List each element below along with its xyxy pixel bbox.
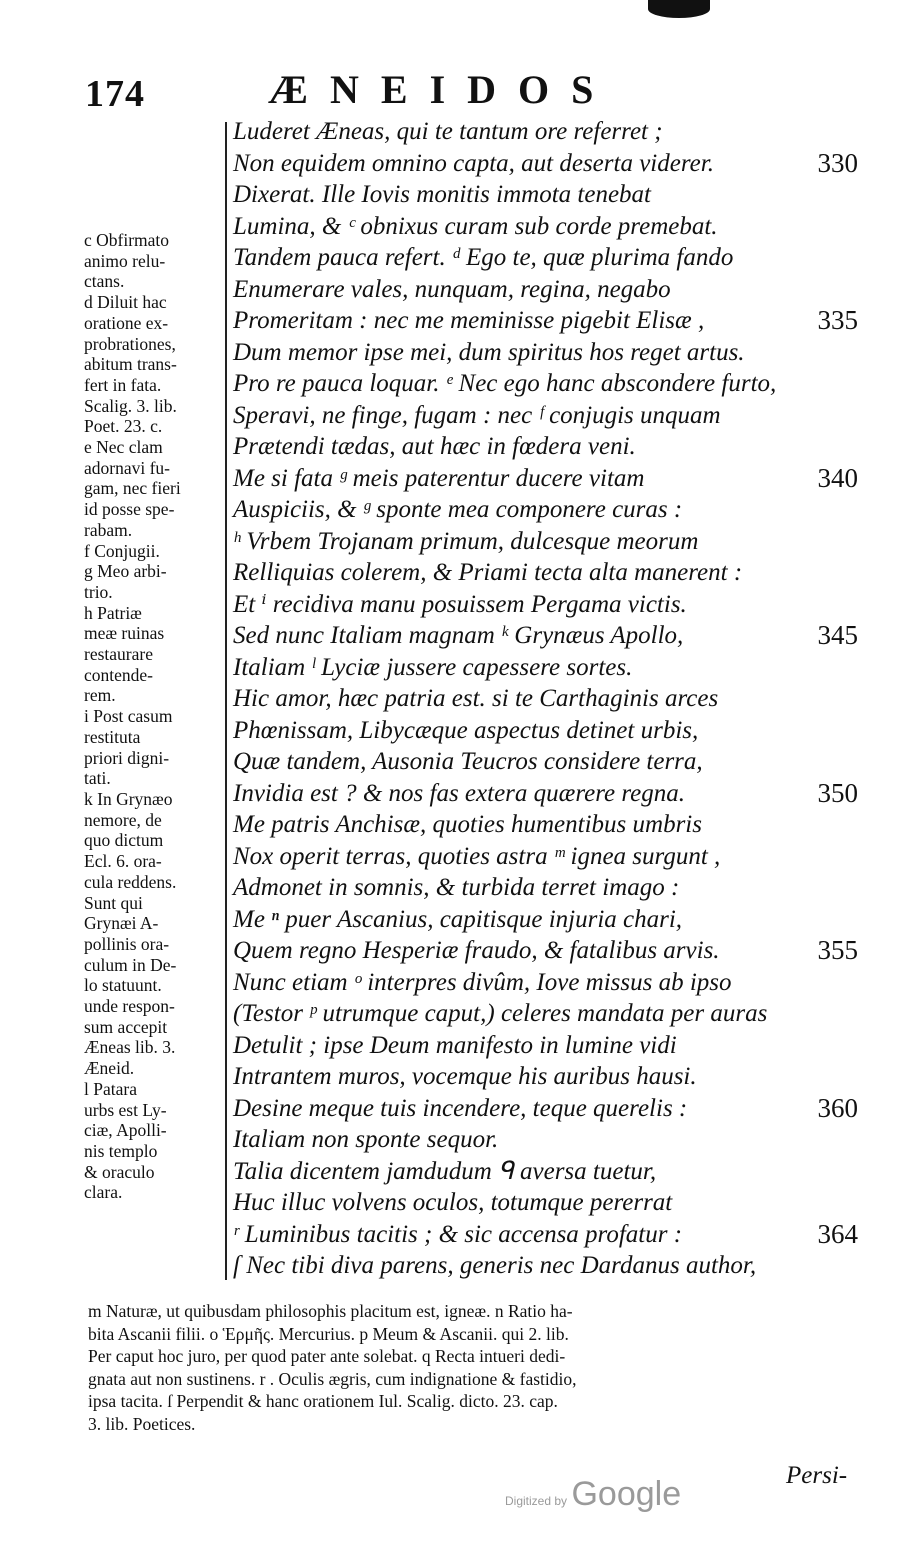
- margin-note-line: gam, nec fieri: [84, 478, 181, 499]
- margin-note-line: probrationes,: [84, 333, 176, 354]
- verse-line: [233, 998, 858, 1030]
- margin-note-line: k In Grynæo: [84, 788, 173, 809]
- verse-line: [233, 400, 858, 432]
- verse-text: Huc illuc volvens oculos, totumque pererrat: [233, 1189, 673, 1216]
- verse-line: [233, 463, 858, 495]
- verse-text: Desine meque tuis incendere, teque querelis :: [233, 1094, 688, 1122]
- margin-note-line: tati.: [84, 768, 111, 789]
- verse-line: [233, 715, 858, 747]
- verse-text: Hic amor, hæc patria est. si te Carthaginis arces: [233, 685, 719, 712]
- verse-text: Phœnissam, Libycæque aspectus detinet urbis,: [233, 716, 699, 744]
- margin-note-line: l Patara: [84, 1078, 137, 1099]
- verse-line: [233, 1156, 858, 1188]
- verse-text: Me patris Anchisæ, quoties humentibus umbris: [233, 811, 702, 838]
- margin-note-line: oratione ex-: [84, 312, 169, 333]
- verse-line: [233, 526, 858, 558]
- digitized-watermark: [505, 1475, 681, 1514]
- running-title: ÆNEIDOS: [268, 67, 616, 112]
- verse-text: Italiam non sponte sequor.: [233, 1126, 499, 1153]
- verse-line: [233, 1187, 858, 1219]
- verse-line: [233, 652, 858, 684]
- margin-note-line: id posse spe-: [84, 499, 175, 520]
- verse-text: Prætendi tædas, aut hæc in fœdera veni.: [233, 433, 636, 460]
- catchword: Persi-: [786, 1462, 848, 1489]
- margin-note-line: Poet. 23. c.: [84, 416, 163, 437]
- margin-note-line: & oraculo: [84, 1161, 155, 1182]
- margin-note-line: ctans.: [84, 271, 125, 292]
- verse-text: Talia dicentem jamdudum ᑫ aversa tuetur,: [233, 1157, 657, 1185]
- verse-text: Detulit ; ipse Deum manifesto in lumine vidi: [233, 1031, 677, 1059]
- verse-line: [233, 809, 858, 841]
- verse-line: [233, 431, 858, 463]
- margin-note-line: sum accepit: [84, 1016, 168, 1037]
- margin-note-line: meæ ruinas: [84, 623, 165, 644]
- margin-note-line: Ecl. 6. ora-: [84, 851, 162, 872]
- verse-line: [233, 967, 858, 999]
- verse-line: [233, 305, 858, 337]
- verse-text: Promeritam : nec me meminisse pigebit Elisæ ,: [233, 307, 705, 334]
- verse-text: Italiam ˡ Lyciæ jussere capessere sortes.: [233, 653, 633, 681]
- footnote-line: Per caput hoc juro, per quod pater ante solebat. q Recta intueri dedi-: [88, 1346, 566, 1366]
- margin-note-line: rabam.: [84, 519, 133, 540]
- verse-text: Et ⁱ recidiva manu posuissem Pergama victis.: [233, 590, 687, 618]
- margin-note-line: urbs est Ly-: [84, 1099, 167, 1120]
- page-number: 174: [85, 73, 145, 115]
- margin-note-line: abitum trans-: [84, 354, 177, 375]
- verse-text: ʰ Vrbem Trojanam primum, dulcesque meorum: [233, 527, 699, 555]
- footnotes: [88, 1300, 858, 1435]
- verse-text: Quem regno Hesperiæ fraudo, & fatalibus arvis.: [233, 937, 720, 964]
- verse-text: (Testor ᵖ utrumque caput,) celeres mandata per auras: [233, 1000, 768, 1027]
- verse-line: [233, 242, 858, 274]
- verse-text: Dum memor ipse mei, dum spiritus hos reget artus.: [233, 338, 745, 366]
- verse-line: [233, 179, 858, 211]
- verse-line: [233, 337, 858, 369]
- verse-line: [233, 1219, 858, 1251]
- footnote-line: ipsa tacita. ſ Perpendit & hanc orationem Iul. Scalig. dicto. 23. cap.: [88, 1391, 558, 1411]
- verse-text: Non equidem omnino capta, aut deserta viderer.: [233, 149, 714, 177]
- margin-note-line: nis templo: [84, 1140, 158, 1161]
- verse-number: 335: [817, 305, 858, 335]
- verse-text: Luderet Æneas, qui te tantum ore referret ;: [233, 118, 663, 145]
- verse-line: [233, 1061, 858, 1093]
- verse-text: Invidia est ? & nos fas extera quærere regna.: [233, 779, 686, 807]
- verse-line: [233, 1030, 858, 1062]
- verse-line: [233, 778, 858, 810]
- margin-note-line: culum in De-: [84, 954, 177, 975]
- verse-rule: [225, 122, 227, 1280]
- verse-number: 355: [817, 935, 858, 965]
- margin-note-line: nemore, de: [84, 809, 162, 830]
- margin-note-line: rem.: [84, 685, 116, 706]
- verse-line: [233, 368, 858, 400]
- margin-note-line: i Post casum: [84, 706, 173, 727]
- verse-number: 350: [817, 777, 858, 808]
- footnote-line: gnata aut non sustinens. r . Oculis ægris, cum indignatione & fastidio,: [88, 1368, 577, 1389]
- verse-line: [233, 904, 858, 936]
- verse-number: 364: [817, 1218, 858, 1249]
- verse-line: [233, 589, 858, 621]
- margin-notes: [84, 230, 214, 1203]
- verse-text: Me si fata ᵍ meis paterentur ducere vitam: [233, 464, 645, 492]
- footnote-line: 3. lib. Poetices.: [88, 1413, 196, 1434]
- verse-text: Auspiciis, & ᵍ sponte mea componere curas :: [233, 496, 683, 523]
- verse-text: Sed nunc Italiam magnam ᵏ Grynæus Apollo,: [233, 622, 684, 649]
- verse-text: Admonet in somnis, & turbida terret imago :: [233, 874, 680, 901]
- verse-text: Dixerat. Ille Iovis monitis immota tenebat: [233, 181, 651, 208]
- margin-note-line: Sunt qui: [84, 892, 143, 913]
- margin-note-line: ciæ, Apolli-: [84, 1120, 167, 1141]
- margin-note-line: g Meo arbi-: [84, 561, 167, 582]
- margin-note-line: contende-: [84, 664, 153, 685]
- verse-text: Pro re pauca loquar. ᵉ Nec ego hanc abscondere furto,: [233, 370, 777, 397]
- verse-number: 345: [817, 620, 858, 650]
- footnote-line: m Naturæ, ut quibusdam philosophis placitum est, igneæ. n Ratio ha-: [88, 1301, 573, 1321]
- ink-blot: [648, 0, 710, 18]
- margin-note-line: adornavi fu-: [84, 457, 171, 478]
- verse-line: [233, 557, 858, 589]
- verse-line: [233, 872, 858, 904]
- verse-line: [233, 1124, 858, 1156]
- margin-note-line: e Nec clam: [84, 437, 163, 458]
- verse-line: [233, 148, 858, 180]
- verse-text: Tandem pauca refert. ᵈ Ego te, quæ plurima fando: [233, 244, 734, 271]
- verse-text: Enumerare vales, nunquam, regina, negabo: [233, 275, 671, 303]
- margin-note-line: Æneas lib. 3.: [84, 1037, 176, 1058]
- margin-note-line: pollinis ora-: [84, 933, 170, 954]
- margin-note-line: d Diluit hac: [84, 292, 167, 313]
- verse-text: Quæ tandem, Ausonia Teucros considere terra,: [233, 748, 703, 775]
- margin-note-line: cula reddens.: [84, 871, 177, 892]
- margin-note-line: c Obfirmato: [84, 230, 170, 250]
- verse-line: [233, 620, 858, 652]
- verse-text: Nox operit terras, quoties astra ᵐ ignea surgunt ,: [233, 842, 721, 870]
- verse-line: [233, 841, 858, 873]
- margin-note-line: lo statuunt.: [84, 975, 162, 996]
- verse-line: [233, 494, 858, 526]
- margin-note-line: clara.: [84, 1182, 123, 1203]
- verse-text: Speravi, ne finge, fugam : nec ᶠ conjugis unquam: [233, 401, 721, 429]
- verse-line: [233, 274, 858, 306]
- verse-text: Relliquias colerem, & Priami tecta alta manerent :: [233, 559, 743, 586]
- verse-number: 360: [817, 1092, 858, 1123]
- watermark-brand: Google: [571, 1475, 682, 1513]
- margin-note-line: priori digni-: [84, 747, 170, 768]
- verse-line: [233, 683, 858, 715]
- margin-note-line: unde respon-: [84, 996, 175, 1017]
- verse-number: 340: [817, 462, 858, 493]
- verse-line: [233, 1250, 858, 1282]
- margin-note-line: restituta: [84, 726, 141, 747]
- verse-line: [233, 1093, 858, 1125]
- verse-line: [233, 746, 858, 778]
- verse-text: ſ Nec tibi diva parens, generis nec Dardanus author,: [233, 1252, 757, 1279]
- margin-note-line: Scalig. 3. lib.: [84, 395, 177, 416]
- margin-note-line: quo dictum: [84, 830, 164, 851]
- margin-note-line: Æneid.: [84, 1058, 135, 1079]
- margin-note-line: fert in fata.: [84, 374, 162, 395]
- verse-text: Intrantem muros, vocemque his auribus hausi.: [233, 1063, 697, 1090]
- margin-note-line: h Patriæ: [84, 602, 142, 623]
- verse-text: ʳ Luminibus tacitis ; & sic accensa profatur :: [233, 1220, 683, 1248]
- margin-note-line: animo relu-: [84, 250, 166, 271]
- verse-number: 330: [817, 147, 858, 178]
- verse-text: Me ⁿ puer Ascanius, capitisque injuria chari,: [233, 905, 683, 933]
- footnote-line: bita Ascanii filii. o Ἑρμῆς. Mercurius. p Meum & Ascanii. qui 2. lib.: [88, 1323, 569, 1344]
- watermark-prefix: Digitized by: [505, 1494, 568, 1508]
- margin-note-line: Grynæi A-: [84, 913, 159, 934]
- verse-line: [233, 116, 858, 148]
- verse-text: Lumina, & ᶜ obnixus curam sub corde premebat.: [233, 212, 718, 240]
- margin-note-line: restaurare: [84, 644, 153, 665]
- verse-block: [233, 116, 858, 1282]
- margin-note-line: f Conjugii.: [84, 540, 160, 561]
- verse-line: [233, 935, 858, 967]
- verse-line: [233, 211, 858, 243]
- margin-note-line: trio.: [84, 581, 113, 602]
- verse-text: Nunc etiam ᵒ interpres divûm, Iove missus ab ipso: [233, 968, 732, 996]
